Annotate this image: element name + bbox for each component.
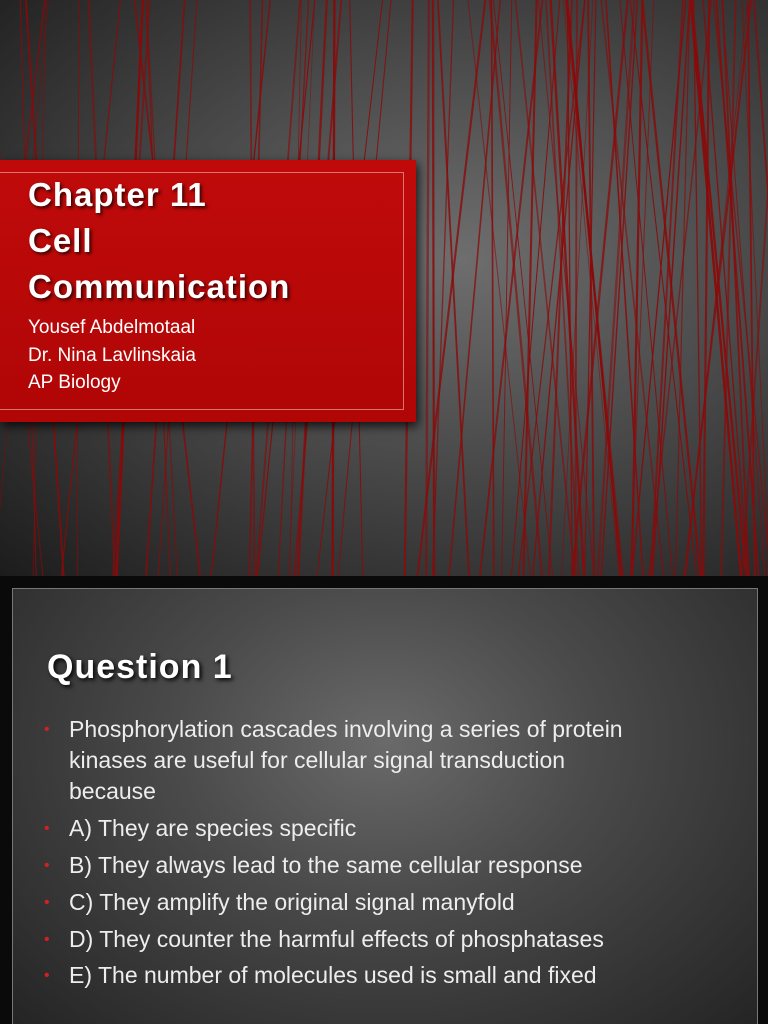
title-line-3: Communication [28, 268, 291, 305]
background-streak [703, 0, 709, 576]
background-streak [433, 0, 434, 576]
author-name: Yousef Abdelmotaal [28, 317, 196, 338]
question-stem-line-3: because [69, 778, 156, 804]
bullet-icon: • [44, 894, 50, 911]
title-line-2: Cell [28, 222, 93, 259]
question-heading: Question 1 [47, 648, 233, 686]
bullet-icon: • [44, 967, 50, 984]
option-c-text: C) They amplify the original signal manyfold [69, 889, 515, 915]
question-slide [0, 576, 768, 1024]
background-streak [502, 0, 512, 576]
option-e-text: E) The number of molecules used is small and fixed [69, 962, 597, 988]
course-name: AP Biology [28, 372, 121, 393]
bullet-icon: • [44, 820, 50, 837]
question-stem-line-2: kinases are useful for cellular signal transduction [69, 747, 566, 773]
title-line-1: Chapter 11 [28, 176, 207, 213]
question-stem-line-1: Phosphorylation cascades involving a series of protein [69, 716, 623, 742]
bullet-icon: • [44, 857, 50, 874]
option-a-text: A) They are species specific [69, 815, 357, 841]
background-streak [642, 0, 700, 576]
option-d-text: D) They counter the harmful effects of phosphatases [69, 926, 604, 952]
background-streak [551, 0, 584, 576]
title-box [0, 160, 416, 422]
background-streak [598, 0, 635, 576]
background-streak [494, 0, 553, 576]
bullet-icon: • [44, 931, 50, 948]
background-streak [468, 0, 530, 576]
teacher-name: Dr. Nina Lavlinskaia [28, 345, 196, 366]
background-streak [723, 0, 749, 576]
option-b-text: B) They always lead to the same cellular response [69, 852, 583, 878]
background-streak [480, 0, 542, 576]
bullet-icon: • [44, 721, 50, 738]
